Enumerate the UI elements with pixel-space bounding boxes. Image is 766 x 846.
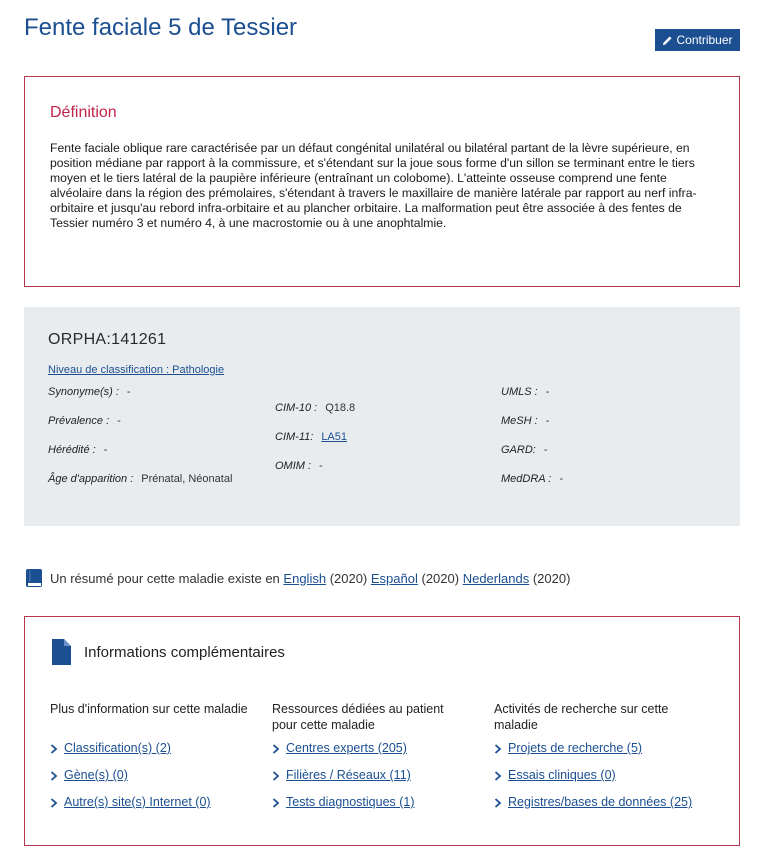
document-icon <box>52 639 71 665</box>
mesh-field: MeSH : - <box>501 415 550 427</box>
page-title: Fente faciale 5 de Tessier <box>24 14 298 41</box>
more-info-column: Plus d'information sur cette maladie Classification(s) (2) Gène(s) (0) Autre(s) site(s) Internet (0) <box>50 701 250 822</box>
book-icon <box>25 568 43 588</box>
chevron-right-icon <box>50 798 58 808</box>
link-other-websites[interactable]: Autre(s) site(s) Internet (0) <box>50 795 250 822</box>
link-classifications[interactable]: Classification(s) (2) <box>50 741 250 768</box>
complementary-header <box>52 639 285 665</box>
link-networks[interactable]: Filières / Réseaux (11) <box>272 768 472 795</box>
link-research-projects[interactable]: Projets de recherche (5) <box>494 741 694 768</box>
contribute-label: Contribuer <box>676 33 733 47</box>
chevron-right-icon <box>272 771 280 781</box>
complementary-info-panel <box>24 616 740 846</box>
language-link-spanish[interactable]: Español <box>370 570 418 586</box>
omim-field: OMIM : - <box>275 460 323 472</box>
link-registries[interactable]: Registres/bases de données (25) <box>494 795 694 822</box>
orpha-code: ORPHA:141261 <box>48 331 167 348</box>
synonyms-field: Synonyme(s) : - <box>48 386 131 398</box>
icd10-field: CIM-10 : Q18.8 <box>275 402 356 414</box>
contribute-button[interactable] <box>655 29 740 51</box>
pencil-icon <box>662 35 673 46</box>
link-expert-centres[interactable]: Centres experts (205) <box>272 741 472 768</box>
language-link-english[interactable]: English <box>283 570 327 586</box>
icd11-field: CIM-11: LA51 <box>275 431 348 443</box>
research-activities-column: Activités de recherche sur cette maladie Projets de recherche (5) Essais cliniques (0) Registres/bases de données (25) <box>494 701 694 822</box>
definition-title: Définition <box>50 104 117 121</box>
gard-field: GARD: - <box>501 444 548 456</box>
disease-info-panel <box>24 307 740 526</box>
chevron-right-icon <box>272 744 280 754</box>
chevron-right-icon <box>50 744 58 754</box>
chevron-right-icon <box>272 798 280 808</box>
chevron-right-icon <box>494 771 502 781</box>
definition-text: Fente faciale oblique rare caractérisée par un défaut congénital unilatéral ou bilatéral partant de la lèvre supérieure, en position médiane par rapport à la commissure, et s'étendant sur la joue sous forme d'un sillon se terminant entre le tiers moyen et le tiers latéral de la paupière inférieure (entraînant un colobome). L'atteinte osseuse comprend une fente alvéolaire dans la région des prémolaires, s'étendant à travers le maxillaire de manière latérale par rapport au nerf infra-orbitaire et jusqu'au rebord infra-orbitaire et au plancher orbitaire. La malformation peut être associée à des fentes de Tessier numéro 3 et numéro 4, à une macrostomie ou à une anophtalmie. <box>50 141 697 230</box>
summary-prefix: Un résumé pour cette maladie existe en <box>50 570 280 586</box>
complementary-title: Informations complémentaires <box>84 643 285 661</box>
prevalence-field: Prévalence : - <box>48 415 121 427</box>
classification-level-link[interactable]: Niveau de classification : Pathologie <box>48 364 225 376</box>
chevron-right-icon <box>494 744 502 754</box>
language-link-dutch[interactable]: Nederlands <box>462 570 530 586</box>
umls-field: UMLS : - <box>501 386 550 398</box>
link-diagnostic-tests[interactable]: Tests diagnostiques (1) <box>272 795 472 822</box>
definition-panel <box>24 76 740 287</box>
link-genes[interactable]: Gène(s) (0) <box>50 768 250 795</box>
summary-languages: Un résumé pour cette maladie existe en English (2020) Español (2020) Nederlands (2020) <box>25 566 570 590</box>
patient-resources-column: Ressources dédiées au patient pour cette maladie Centres experts (205) Filières / Réseaux (11) Tests diagnostiques (1) <box>272 701 472 822</box>
chevron-right-icon <box>494 798 502 808</box>
link-clinical-trials[interactable]: Essais cliniques (0) <box>494 768 694 795</box>
chevron-right-icon <box>50 771 58 781</box>
icd11-link[interactable]: LA51 <box>321 431 348 443</box>
age-of-onset-field: Âge d'apparition : Prénatal, Néonatal <box>48 473 233 485</box>
heredity-field: Hérédité : - <box>48 444 108 456</box>
meddra-field: MedDRA : - <box>501 473 563 485</box>
